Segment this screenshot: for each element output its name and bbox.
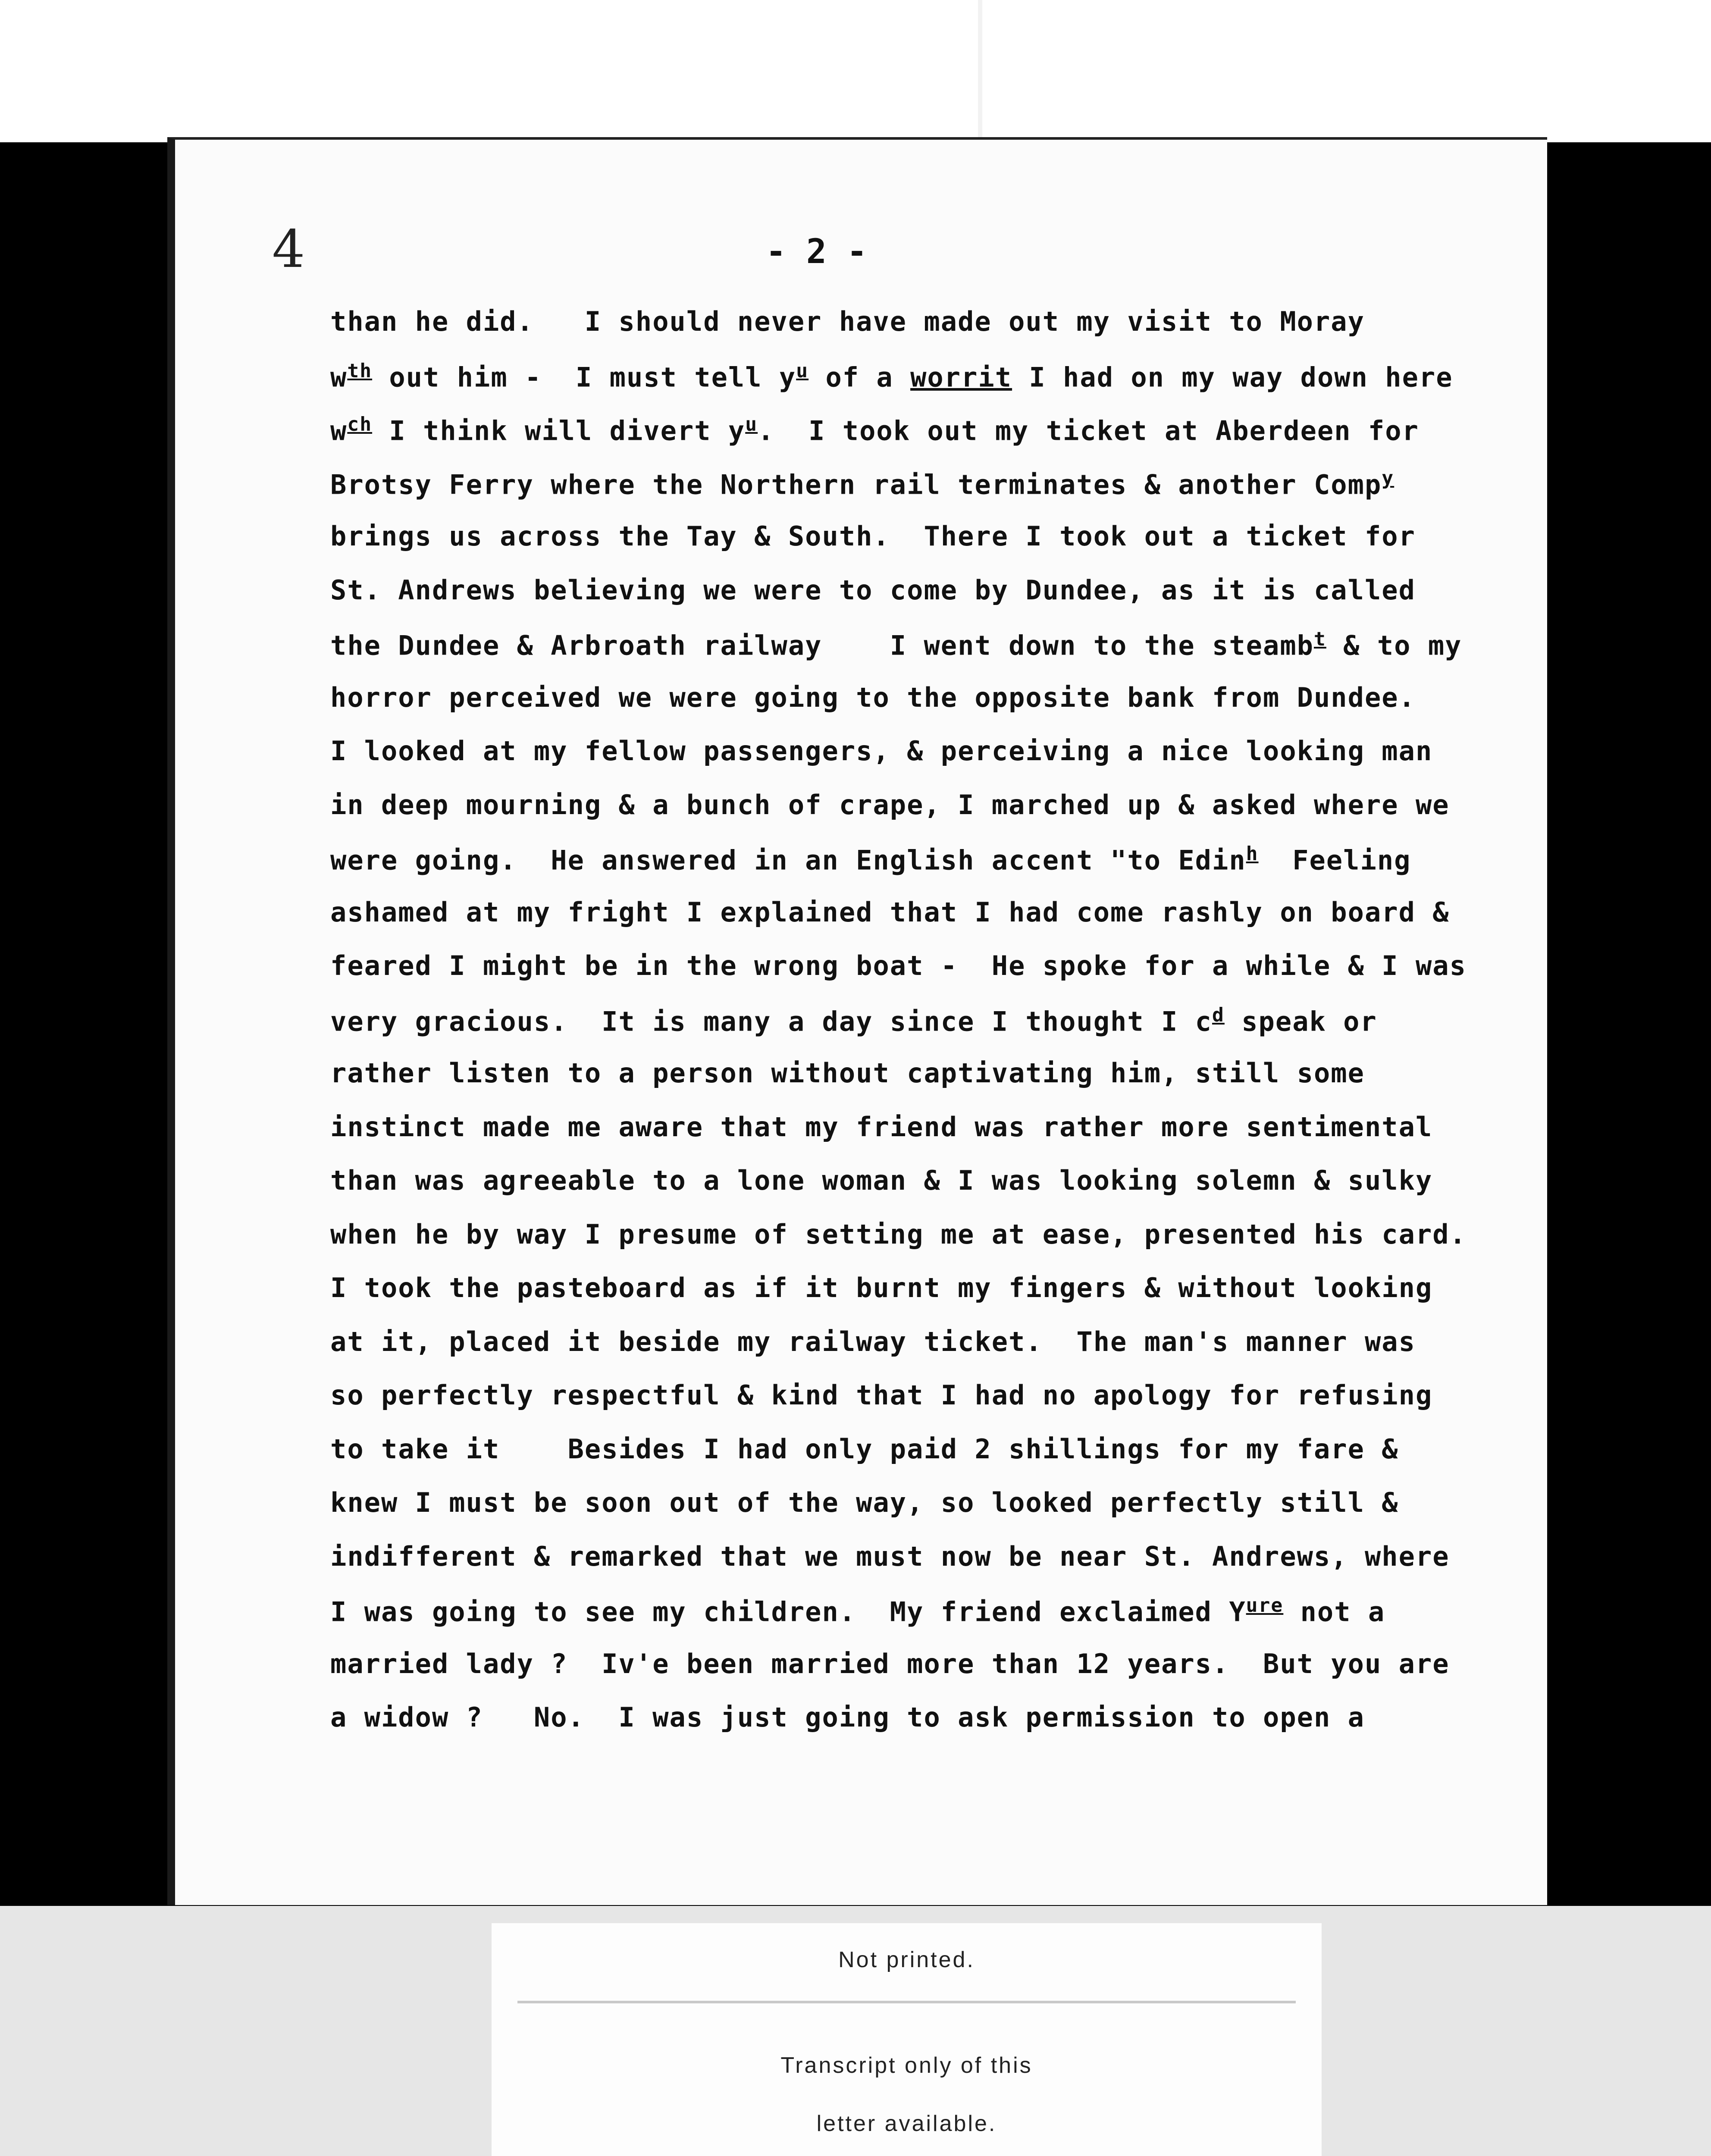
- letter-line: in deep mourning & a bunch of crape, I marched up & asked where we: [330, 789, 1450, 821]
- transcript-note-line-2: letter available.: [816, 2111, 997, 2136]
- top-background: [0, 0, 1711, 142]
- page-number: - 2 -: [766, 232, 867, 271]
- letter-line: instinct made me aware that my friend was rather more sentimental: [330, 1111, 1433, 1143]
- transcript-slip: [492, 1923, 1322, 2156]
- letter-line: $w^{th}$ out him - I must tell $y^u$ of a worrit I had on my way down here: [330, 359, 1453, 393]
- letter-line: the Dundee & Arbroath railway I went down to the steamb$^t$ & to my: [330, 628, 1462, 661]
- letter-line: I was going to see my children. My friend exclaimed $Y^{ure}$ not a: [330, 1594, 1385, 1628]
- letter-line: St. Andrews believing we were to come by Dundee, as it is called: [330, 574, 1416, 606]
- letter-line: knew I must be soon out of the way, so looked perfectly still &: [330, 1487, 1399, 1518]
- letter-line: when he by way I presume of setting me at ease, presented his card.: [330, 1218, 1467, 1250]
- transcript-note-line-1: Transcript only of this: [780, 2053, 1033, 2078]
- letter-line: a widow ? No. I was just going to ask permission to open a: [330, 1702, 1365, 1733]
- letter-line: feared I might be in the wrong boat - He spoke for a while & I was: [330, 950, 1467, 981]
- letter-line: horror perceived we were going to the opposite bank from Dundee.: [330, 681, 1416, 713]
- letter-line: than he did. I should never have made out my visit to Moray: [330, 306, 1365, 337]
- letter-line: ashamed at my fright I explained that I had come rashly on board &: [330, 896, 1450, 928]
- letter-line: Brotsy Ferry where the Northern rail terminates & another Comp$^y$: [330, 467, 1394, 501]
- letter-line: brings us across the Tay & South. There I took out a ticket for: [330, 520, 1416, 552]
- letter-line: to take it Besides I had only paid 2 shillings for my fare &: [330, 1433, 1399, 1465]
- letter-line: than was agreeable to a lone woman & I was looking solemn & sulky: [330, 1165, 1433, 1196]
- letter-line: I took the pasteboard as if it burnt my fingers & without looking: [330, 1272, 1433, 1304]
- fold-line: [978, 0, 982, 155]
- margin-mark: 4: [272, 219, 305, 279]
- slip-divider: [517, 2001, 1296, 2003]
- letter-line: very gracious. It is many a day since I thought I $c^d$ speak or: [330, 1003, 1377, 1037]
- letter-line: married lady ? Iv'e been married more than 12 years. But you are: [330, 1648, 1450, 1680]
- letter-line: at it, placed it beside my railway ticket. The man's manner was: [330, 1326, 1416, 1357]
- letter-body: [330, 306, 1467, 1755]
- letter-line: so perfectly respectful & kind that I had no apology for refusing: [330, 1379, 1433, 1411]
- letter-line: $w^{ch}$ I think will divert $y^u$. I took out my ticket at Aberdeen for: [330, 413, 1419, 447]
- letter-line: were going. He answered in an English accent "to Edin$^h$ Feeling: [330, 843, 1411, 876]
- letter-line: I looked at my fellow passengers, & perceiving a nice looking man: [330, 735, 1433, 767]
- letter-line: rather listen to a person without captivating him, still some: [330, 1057, 1365, 1089]
- not-printed-note: Not printed.: [838, 1947, 975, 1972]
- letter-line: indifferent & remarked that we must now be near St. Andrews, where: [330, 1540, 1450, 1572]
- typed-letter-page: [167, 137, 1547, 1905]
